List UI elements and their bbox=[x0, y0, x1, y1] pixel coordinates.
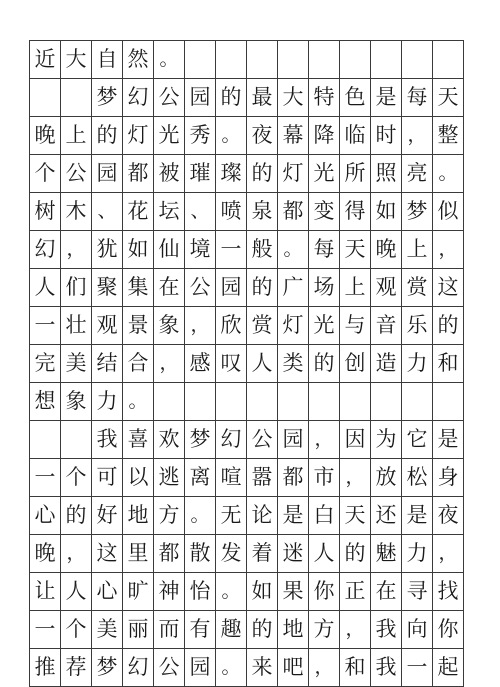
grid-cell-character: 象 bbox=[61, 383, 92, 421]
grid-cell-character: 园 bbox=[278, 421, 309, 459]
grid-cell-character: 是 bbox=[433, 421, 464, 459]
grid-cell-character: 喜 bbox=[123, 421, 154, 459]
grid-cell-character: 趣 bbox=[216, 611, 247, 649]
grid-cell-character: 公 bbox=[61, 155, 92, 193]
grid-cell-empty bbox=[216, 41, 247, 79]
grid-cell-character: 如 bbox=[123, 231, 154, 269]
grid-cell-character: 天 bbox=[340, 231, 371, 269]
composition-grid-paper bbox=[29, 40, 464, 687]
grid-cell-character: 梦 bbox=[185, 421, 216, 459]
grid-cell-character: 在 bbox=[371, 573, 402, 611]
grid-cell-character: 有 bbox=[185, 611, 216, 649]
grid-cell-empty bbox=[402, 383, 433, 421]
grid-cell-character: 如 bbox=[247, 573, 278, 611]
grid-cell-character: 的 bbox=[433, 307, 464, 345]
grid-cell-empty bbox=[371, 41, 402, 79]
grid-cell-character: 音 bbox=[371, 307, 402, 345]
grid-cell-character: 论 bbox=[247, 497, 278, 535]
grid-cell-character: 着 bbox=[247, 535, 278, 573]
grid-cell-character: 而 bbox=[154, 611, 185, 649]
grid-cell-character: 然 bbox=[123, 41, 154, 79]
grid-cell-character: 幻 bbox=[216, 421, 247, 459]
grid-cell-empty bbox=[309, 383, 340, 421]
grid-cell-character: 力 bbox=[402, 535, 433, 573]
grid-cell-character: 天 bbox=[433, 79, 464, 117]
grid-cell-character: 每 bbox=[309, 231, 340, 269]
grid-cell-empty bbox=[61, 79, 92, 117]
grid-cell-character: 晚 bbox=[30, 535, 61, 573]
grid-cell-character: ， bbox=[340, 459, 371, 497]
grid-cell-empty bbox=[247, 383, 278, 421]
grid-cell-character: 人 bbox=[309, 535, 340, 573]
grid-cell-character: 的 bbox=[340, 535, 371, 573]
grid-cell-character: 被 bbox=[154, 155, 185, 193]
grid-cell-empty bbox=[309, 41, 340, 79]
grid-cell-character: 让 bbox=[30, 573, 61, 611]
grid-cell-character: 还 bbox=[371, 497, 402, 535]
grid-cell-character: 整 bbox=[433, 117, 464, 155]
grid-cell-character: 璀 bbox=[185, 155, 216, 193]
grid-cell-character: 色 bbox=[340, 79, 371, 117]
grid-cell-character: 光 bbox=[309, 155, 340, 193]
grid-cell-character: 欢 bbox=[154, 421, 185, 459]
grid-cell-character: 自 bbox=[92, 41, 123, 79]
grid-cell-character: 、 bbox=[92, 193, 123, 231]
grid-cell-character: 梦 bbox=[92, 649, 123, 687]
grid-cell-character: 一 bbox=[30, 307, 61, 345]
grid-cell-character: 夜 bbox=[433, 497, 464, 535]
grid-cell-empty bbox=[278, 383, 309, 421]
grid-cell-character: 观 bbox=[371, 269, 402, 307]
grid-cell-character: 是 bbox=[402, 497, 433, 535]
grid-cell-character: 它 bbox=[402, 421, 433, 459]
grid-cell-character: 幻 bbox=[30, 231, 61, 269]
grid-cell-character: 寻 bbox=[402, 573, 433, 611]
grid-cell-character: 的 bbox=[92, 117, 123, 155]
grid-cell-character: 场 bbox=[309, 269, 340, 307]
grid-cell-character: 泉 bbox=[247, 193, 278, 231]
grid-cell-character: 仙 bbox=[154, 231, 185, 269]
grid-cell-character: 一 bbox=[402, 649, 433, 687]
grid-cell-character: 坛 bbox=[154, 193, 185, 231]
grid-cell-character: 正 bbox=[340, 573, 371, 611]
grid-cell-character: 放 bbox=[371, 459, 402, 497]
grid-cell-character: 每 bbox=[402, 79, 433, 117]
grid-cell-character: 天 bbox=[340, 497, 371, 535]
grid-cell-character: 赏 bbox=[402, 269, 433, 307]
grid-cell-character: 方 bbox=[309, 611, 340, 649]
grid-cell-character: 想 bbox=[30, 383, 61, 421]
grid-cell-character: 树 bbox=[30, 193, 61, 231]
grid-cell-character: 大 bbox=[61, 41, 92, 79]
grid-cell-character: 聚 bbox=[92, 269, 123, 307]
grid-cell-character: 临 bbox=[340, 117, 371, 155]
grid-cell-character: 木 bbox=[61, 193, 92, 231]
grid-cell-character: 散 bbox=[185, 535, 216, 573]
grid-cell-character: ， bbox=[433, 231, 464, 269]
grid-cell-character: 是 bbox=[278, 497, 309, 535]
grid-cell-character: 好 bbox=[92, 497, 123, 535]
grid-cell-character: 白 bbox=[309, 497, 340, 535]
grid-cell-character: 类 bbox=[278, 345, 309, 383]
grid-cell-character: ， bbox=[402, 117, 433, 155]
grid-cell-character: 地 bbox=[278, 611, 309, 649]
grid-cell-character: 、 bbox=[185, 193, 216, 231]
grid-cell-character: 降 bbox=[309, 117, 340, 155]
grid-cell-character: 丽 bbox=[123, 611, 154, 649]
grid-cell-character: 一 bbox=[30, 459, 61, 497]
grid-cell-character: 最 bbox=[247, 79, 278, 117]
grid-cell-empty bbox=[61, 421, 92, 459]
grid-cell-character: 园 bbox=[216, 269, 247, 307]
grid-cell-character: 赏 bbox=[247, 307, 278, 345]
grid-cell-character: 果 bbox=[278, 573, 309, 611]
grid-cell-character: 。 bbox=[154, 41, 185, 79]
grid-cell-character: ， bbox=[61, 231, 92, 269]
grid-cell-character: ， bbox=[309, 421, 340, 459]
grid-cell-empty bbox=[154, 383, 185, 421]
grid-cell-character: 这 bbox=[92, 535, 123, 573]
grid-cell-character: 特 bbox=[309, 79, 340, 117]
grid-cell-character: 个 bbox=[61, 611, 92, 649]
grid-cell-character: 喧 bbox=[216, 459, 247, 497]
grid-cell-character: 力 bbox=[402, 345, 433, 383]
grid-cell-character: 幻 bbox=[123, 649, 154, 687]
grid-cell-character: 逃 bbox=[154, 459, 185, 497]
grid-cell-character: 花 bbox=[123, 193, 154, 231]
grid-cell-character: 旷 bbox=[123, 573, 154, 611]
grid-cell-character: 光 bbox=[154, 117, 185, 155]
grid-cell-character: 的 bbox=[309, 345, 340, 383]
grid-cell-character: 得 bbox=[340, 193, 371, 231]
grid-cell-empty bbox=[185, 41, 216, 79]
grid-cell-empty bbox=[185, 383, 216, 421]
grid-cell-character: 喷 bbox=[216, 193, 247, 231]
grid-cell-character: 灯 bbox=[278, 155, 309, 193]
grid-cell-character: 照 bbox=[371, 155, 402, 193]
grid-cell-empty bbox=[216, 383, 247, 421]
grid-cell-character: 里 bbox=[123, 535, 154, 573]
grid-cell-character: 的 bbox=[247, 269, 278, 307]
grid-cell-character: 离 bbox=[185, 459, 216, 497]
grid-cell-character: 景 bbox=[123, 307, 154, 345]
grid-cell-character: 大 bbox=[278, 79, 309, 117]
grid-cell-character: 夜 bbox=[247, 117, 278, 155]
grid-cell-character: 神 bbox=[154, 573, 185, 611]
grid-cell-character: 亮 bbox=[402, 155, 433, 193]
grid-cell-empty bbox=[433, 383, 464, 421]
grid-cell-character: 在 bbox=[154, 269, 185, 307]
grid-cell-character: 合 bbox=[123, 345, 154, 383]
grid-cell-character: 迷 bbox=[278, 535, 309, 573]
grid-cell-character: 公 bbox=[185, 269, 216, 307]
grid-cell-character: 找 bbox=[433, 573, 464, 611]
grid-cell-character: 因 bbox=[340, 421, 371, 459]
grid-cell-character: 人 bbox=[61, 573, 92, 611]
grid-cell-empty bbox=[247, 41, 278, 79]
grid-cell-character: 幻 bbox=[123, 79, 154, 117]
grid-cell-character: 为 bbox=[371, 421, 402, 459]
grid-cell-character: 似 bbox=[433, 193, 464, 231]
grid-cell-character: 人 bbox=[247, 345, 278, 383]
grid-cell-character: ， bbox=[154, 345, 185, 383]
grid-cell-character: 璨 bbox=[216, 155, 247, 193]
grid-cell-character: 美 bbox=[92, 611, 123, 649]
grid-cell-character: 方 bbox=[154, 497, 185, 535]
grid-cell-character: 们 bbox=[61, 269, 92, 307]
grid-cell-character: 的 bbox=[216, 79, 247, 117]
grid-cell-character: 近 bbox=[30, 41, 61, 79]
grid-cell-character: 上 bbox=[61, 117, 92, 155]
grid-cell-character: 时 bbox=[371, 117, 402, 155]
grid-cell-character: 市 bbox=[309, 459, 340, 497]
grid-cell-character: 灯 bbox=[123, 117, 154, 155]
grid-cell-character: 上 bbox=[402, 231, 433, 269]
grid-cell-character: 园 bbox=[185, 649, 216, 687]
grid-cell-character: 荐 bbox=[61, 649, 92, 687]
grid-cell-empty bbox=[340, 383, 371, 421]
grid-cell-character: 造 bbox=[371, 345, 402, 383]
grid-cell-character: 和 bbox=[433, 345, 464, 383]
grid-cell-character: 灯 bbox=[278, 307, 309, 345]
grid-cell-character: 的 bbox=[247, 155, 278, 193]
grid-cell-character: 都 bbox=[123, 155, 154, 193]
grid-cell-character: ， bbox=[61, 535, 92, 573]
grid-cell-character: 园 bbox=[185, 79, 216, 117]
grid-cell-character: 象 bbox=[154, 307, 185, 345]
grid-cell-character: ， bbox=[185, 307, 216, 345]
grid-cell-character: 个 bbox=[61, 459, 92, 497]
grid-cell-character: 向 bbox=[402, 611, 433, 649]
grid-cell-empty bbox=[433, 41, 464, 79]
grid-cell-empty bbox=[340, 41, 371, 79]
grid-cell-character: 是 bbox=[371, 79, 402, 117]
grid-cell-character: 广 bbox=[278, 269, 309, 307]
grid-cell-character: 晚 bbox=[30, 117, 61, 155]
grid-cell-character: 心 bbox=[92, 573, 123, 611]
grid-cell-character: 壮 bbox=[61, 307, 92, 345]
grid-cell-character: 我 bbox=[371, 611, 402, 649]
grid-cell-character: 所 bbox=[340, 155, 371, 193]
grid-cell-empty bbox=[30, 79, 61, 117]
grid-cell-character: 。 bbox=[185, 497, 216, 535]
grid-cell-character: 结 bbox=[92, 345, 123, 383]
grid-cell-character: 地 bbox=[123, 497, 154, 535]
grid-cell-character: 一 bbox=[216, 231, 247, 269]
grid-cell-character: 的 bbox=[61, 497, 92, 535]
grid-cell-character: 起 bbox=[433, 649, 464, 687]
grid-cell-character: 上 bbox=[340, 269, 371, 307]
grid-cell-character: 幕 bbox=[278, 117, 309, 155]
grid-cell-character: 无 bbox=[216, 497, 247, 535]
grid-cell-character: 集 bbox=[123, 269, 154, 307]
grid-cell-character: 。 bbox=[216, 573, 247, 611]
grid-cell-character: 晚 bbox=[371, 231, 402, 269]
grid-cell-character: ， bbox=[433, 535, 464, 573]
grid-cell-character: 公 bbox=[247, 421, 278, 459]
grid-cell-empty bbox=[402, 41, 433, 79]
grid-cell-character: 身 bbox=[433, 459, 464, 497]
grid-cell-character: 完 bbox=[30, 345, 61, 383]
grid-cell-character: 园 bbox=[92, 155, 123, 193]
grid-cell-character: 的 bbox=[247, 611, 278, 649]
grid-cell-character: 怡 bbox=[185, 573, 216, 611]
grid-cell-character: 秀 bbox=[185, 117, 216, 155]
grid-cell-character: 可 bbox=[92, 459, 123, 497]
grid-cell-character: 与 bbox=[340, 307, 371, 345]
grid-cell-empty bbox=[278, 41, 309, 79]
grid-cell-character: 。 bbox=[216, 117, 247, 155]
grid-cell-character: 这 bbox=[433, 269, 464, 307]
grid-cell-character: 。 bbox=[123, 383, 154, 421]
grid-cell-character: 你 bbox=[309, 573, 340, 611]
grid-cell-character: 变 bbox=[309, 193, 340, 231]
grid-cell-character: 光 bbox=[309, 307, 340, 345]
grid-cell-character: 境 bbox=[185, 231, 216, 269]
grid-cell-character: 犹 bbox=[92, 231, 123, 269]
grid-cell-empty bbox=[371, 383, 402, 421]
grid-cell-character: 我 bbox=[92, 421, 123, 459]
grid-cell-character: 创 bbox=[340, 345, 371, 383]
grid-cell-character: ， bbox=[309, 649, 340, 687]
grid-cell-character: 公 bbox=[154, 79, 185, 117]
grid-cell-character: 心 bbox=[30, 497, 61, 535]
grid-cell-character: ， bbox=[340, 611, 371, 649]
grid-cell-character: 美 bbox=[61, 345, 92, 383]
grid-cell-character: 叹 bbox=[216, 345, 247, 383]
grid-cell-character: 一 bbox=[30, 611, 61, 649]
grid-cell-character: 感 bbox=[185, 345, 216, 383]
grid-cell-character: 都 bbox=[154, 535, 185, 573]
grid-cell-character: 魅 bbox=[371, 535, 402, 573]
grid-cell-character: 般 bbox=[247, 231, 278, 269]
grid-cell-character: 。 bbox=[278, 231, 309, 269]
grid-cell-character: 人 bbox=[30, 269, 61, 307]
grid-cell-character: 和 bbox=[340, 649, 371, 687]
grid-cell-character: 。 bbox=[433, 155, 464, 193]
grid-cell-character: 欣 bbox=[216, 307, 247, 345]
grid-cell-character: 梦 bbox=[402, 193, 433, 231]
grid-cell-character: 松 bbox=[402, 459, 433, 497]
grid-cell-character: 以 bbox=[123, 459, 154, 497]
grid-cell-character: 来 bbox=[247, 649, 278, 687]
grid-cell-character: 公 bbox=[154, 649, 185, 687]
grid-cell-character: 吧 bbox=[278, 649, 309, 687]
grid-cell-character: 推 bbox=[30, 649, 61, 687]
grid-cell-character: 个 bbox=[30, 155, 61, 193]
grid-cell-character: 我 bbox=[371, 649, 402, 687]
grid-cell-character: 都 bbox=[278, 459, 309, 497]
grid-cell-character: 如 bbox=[371, 193, 402, 231]
grid-cell-character: 梦 bbox=[92, 79, 123, 117]
grid-cell-character: 乐 bbox=[402, 307, 433, 345]
grid-cell-character: 你 bbox=[433, 611, 464, 649]
grid-cell-character: 力 bbox=[92, 383, 123, 421]
grid-cell-empty bbox=[30, 421, 61, 459]
grid-cell-character: 发 bbox=[216, 535, 247, 573]
grid-cell-character: 嚣 bbox=[247, 459, 278, 497]
grid-cell-character: 都 bbox=[278, 193, 309, 231]
grid-cell-character: 观 bbox=[92, 307, 123, 345]
grid-cell-character: 。 bbox=[216, 649, 247, 687]
